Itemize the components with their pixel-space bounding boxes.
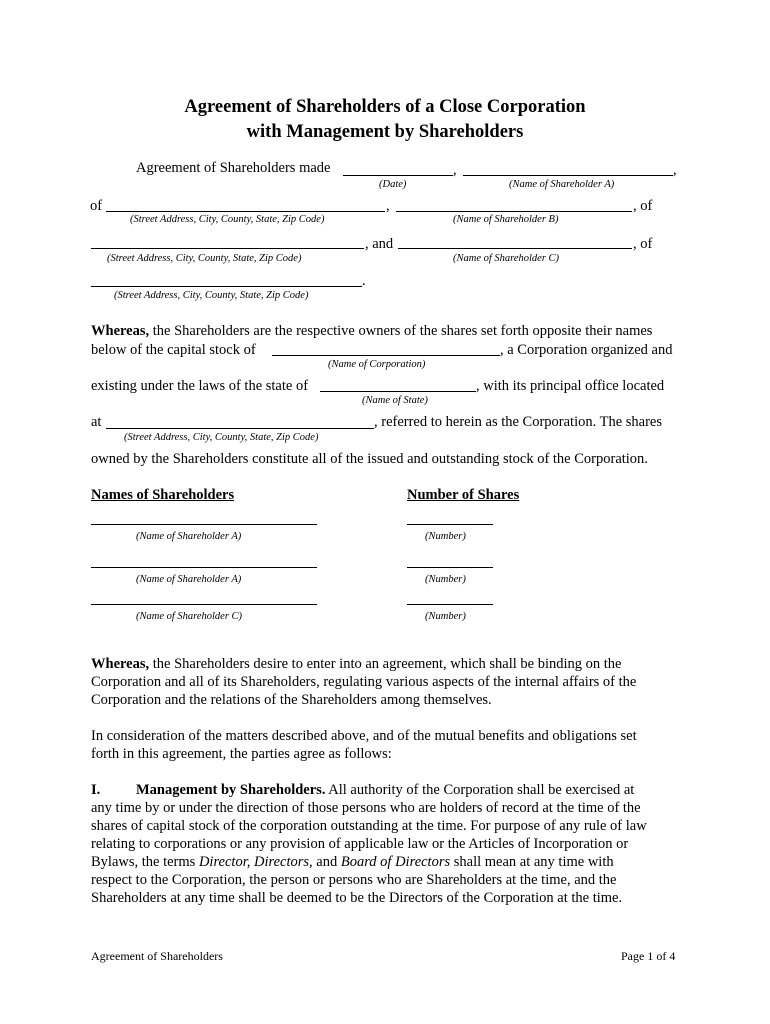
shares-header: Number of Shares xyxy=(407,487,520,503)
of-label: of xyxy=(90,198,103,214)
date-blank[interactable] xyxy=(343,175,453,176)
comma-1: , xyxy=(453,162,457,178)
consideration-line-2: forth in this agreement, the parties agree as follows: xyxy=(91,746,392,762)
section-1-term-board: Board of Directors xyxy=(340,854,451,870)
shareholder-a-caption: (Name of Shareholder A) xyxy=(509,179,615,190)
address-b-caption: (Street Address, City, County, State, Zip Code) xyxy=(107,253,302,264)
corporation-caption: (Name of Corporation) xyxy=(328,359,426,370)
section-1-term-directors: Director, Directors, xyxy=(198,854,313,870)
principal-office-caption: (Street Address, City, County, State, Zip Code) xyxy=(124,432,319,443)
address-a-caption: (Street Address, City, County, State, Zip Code) xyxy=(130,214,325,225)
shareholder-c-caption: (Name of Shareholder C) xyxy=(453,253,560,264)
shareholder-c-blank[interactable] xyxy=(398,248,632,249)
section-1-line-5-start: Bylaws, the terms xyxy=(91,854,196,870)
table-row-1-name-caption: (Name of Shareholder A) xyxy=(136,531,242,542)
shares-number-blank-3[interactable] xyxy=(407,604,493,605)
section-1-line-5-end: shall mean at any time with xyxy=(453,854,614,870)
whereas-1-line-1 xyxy=(91,322,652,340)
names-header: Names of Shareholders xyxy=(91,487,235,503)
footer-page-number: Page 1 of 4 xyxy=(621,949,676,963)
corporation-name-blank[interactable] xyxy=(272,355,500,356)
and-label: , and xyxy=(365,236,394,252)
shares-number-blank-2[interactable] xyxy=(407,567,493,568)
whereas-1-line-4-start: at xyxy=(91,414,102,430)
section-1-line-1-text: All authority of the Corporation shall be exercised at xyxy=(328,782,635,798)
comma-2: , xyxy=(673,162,677,178)
whereas-1-line-3-end: , with its principal office located xyxy=(476,378,665,394)
section-1-line-6: respect to the Corporation, the person or persons who are Shareholders at the time, and the xyxy=(91,872,617,888)
whereas-1-line-5: owned by the Shareholders constitute all of the issued and outstanding stock of the Corporation. xyxy=(91,451,648,467)
whereas-2-bold: Whereas, xyxy=(91,656,150,672)
whereas-2-line-2: Corporation and all of its Shareholders, regulating various aspects of the internal affairs of the xyxy=(91,674,637,690)
shares-number-blank-1[interactable] xyxy=(407,524,493,525)
table-row-3-name-caption: (Name of Shareholder C) xyxy=(136,611,243,622)
section-1-line-4: relating to corporations or any provision of applicable law or the Articles of Incorporation or xyxy=(91,836,629,852)
section-1-line-7: Shareholders at any time shall be deemed to be the Directors of the Corporation at the time. xyxy=(91,890,623,906)
shareholder-name-blank-2[interactable] xyxy=(91,567,317,568)
consideration-line-1: In consideration of the matters described above, and of the mutual benefits and obligations set xyxy=(91,728,637,744)
section-1-line-2: any time by or under the direction of those persons who are holders of record at the time of the xyxy=(91,800,641,816)
whereas-1-line-3-start: existing under the laws of the state of xyxy=(91,378,309,394)
section-1-heading: Management by Shareholders. xyxy=(136,782,326,798)
address-a-blank[interactable] xyxy=(106,211,385,212)
document-title-line-1: Agreement of Shareholders of a Close Corporation xyxy=(184,97,586,117)
whereas-2-text: the Shareholders desire to enter into an agreement, which shall be binding on the xyxy=(152,656,622,672)
footer-document-name: Agreement of Shareholders xyxy=(91,949,223,963)
shareholder-a-blank[interactable] xyxy=(463,175,673,176)
section-1-line-5-mid: and xyxy=(316,854,338,870)
agreement-made-text: Agreement of Shareholders made xyxy=(136,160,331,176)
section-1-line-3: shares of capital stock of the corporation outstanding at the time. For purpose of any rule of law xyxy=(91,818,647,834)
shareholder-b-blank[interactable] xyxy=(396,211,632,212)
whereas-1-line-2-start: below of the capital stock of xyxy=(91,342,256,358)
address-c-caption: (Street Address, City, County, State, Zip Code) xyxy=(114,290,309,301)
whereas-2-line-3: Corporation and the relations of the Shareholders among themselves. xyxy=(91,692,492,708)
shareholder-b-caption: (Name of Shareholder B) xyxy=(453,214,559,225)
period-1: . xyxy=(362,273,366,289)
address-b-blank[interactable] xyxy=(91,248,364,249)
principal-office-blank[interactable] xyxy=(106,428,374,429)
table-row-1-number-caption: (Number) xyxy=(425,531,466,542)
state-blank[interactable] xyxy=(320,391,476,392)
section-1-line-1 xyxy=(136,781,634,799)
whereas-1-bold: Whereas, xyxy=(91,323,150,339)
table-row-3-number-caption: (Number) xyxy=(425,611,466,622)
address-c-blank[interactable] xyxy=(91,286,362,287)
whereas-1-line-4-end: , referred to herein as the Corporation. The shares xyxy=(374,414,663,430)
of-right-1: , of xyxy=(633,198,653,214)
table-row-2-name-caption: (Name of Shareholder A) xyxy=(136,574,242,585)
comma-3: , xyxy=(386,198,390,214)
shareholder-name-blank-1[interactable] xyxy=(91,524,317,525)
whereas-2-line-1 xyxy=(91,655,621,673)
table-row-2-number-caption: (Number) xyxy=(425,574,466,585)
date-caption: (Date) xyxy=(379,179,407,190)
section-1-line-5 xyxy=(91,853,614,871)
section-1-number: I. xyxy=(91,782,101,798)
shareholder-name-blank-3[interactable] xyxy=(91,604,317,605)
whereas-1-text: the Shareholders are the respective owners of the shares set forth opposite their names xyxy=(152,323,653,339)
document-title-line-2: with Management by Shareholders xyxy=(246,122,524,142)
whereas-1-line-2-end: , a Corporation organized and xyxy=(500,342,673,358)
state-caption: (Name of State) xyxy=(362,395,428,406)
of-right-2: , of xyxy=(633,236,653,252)
